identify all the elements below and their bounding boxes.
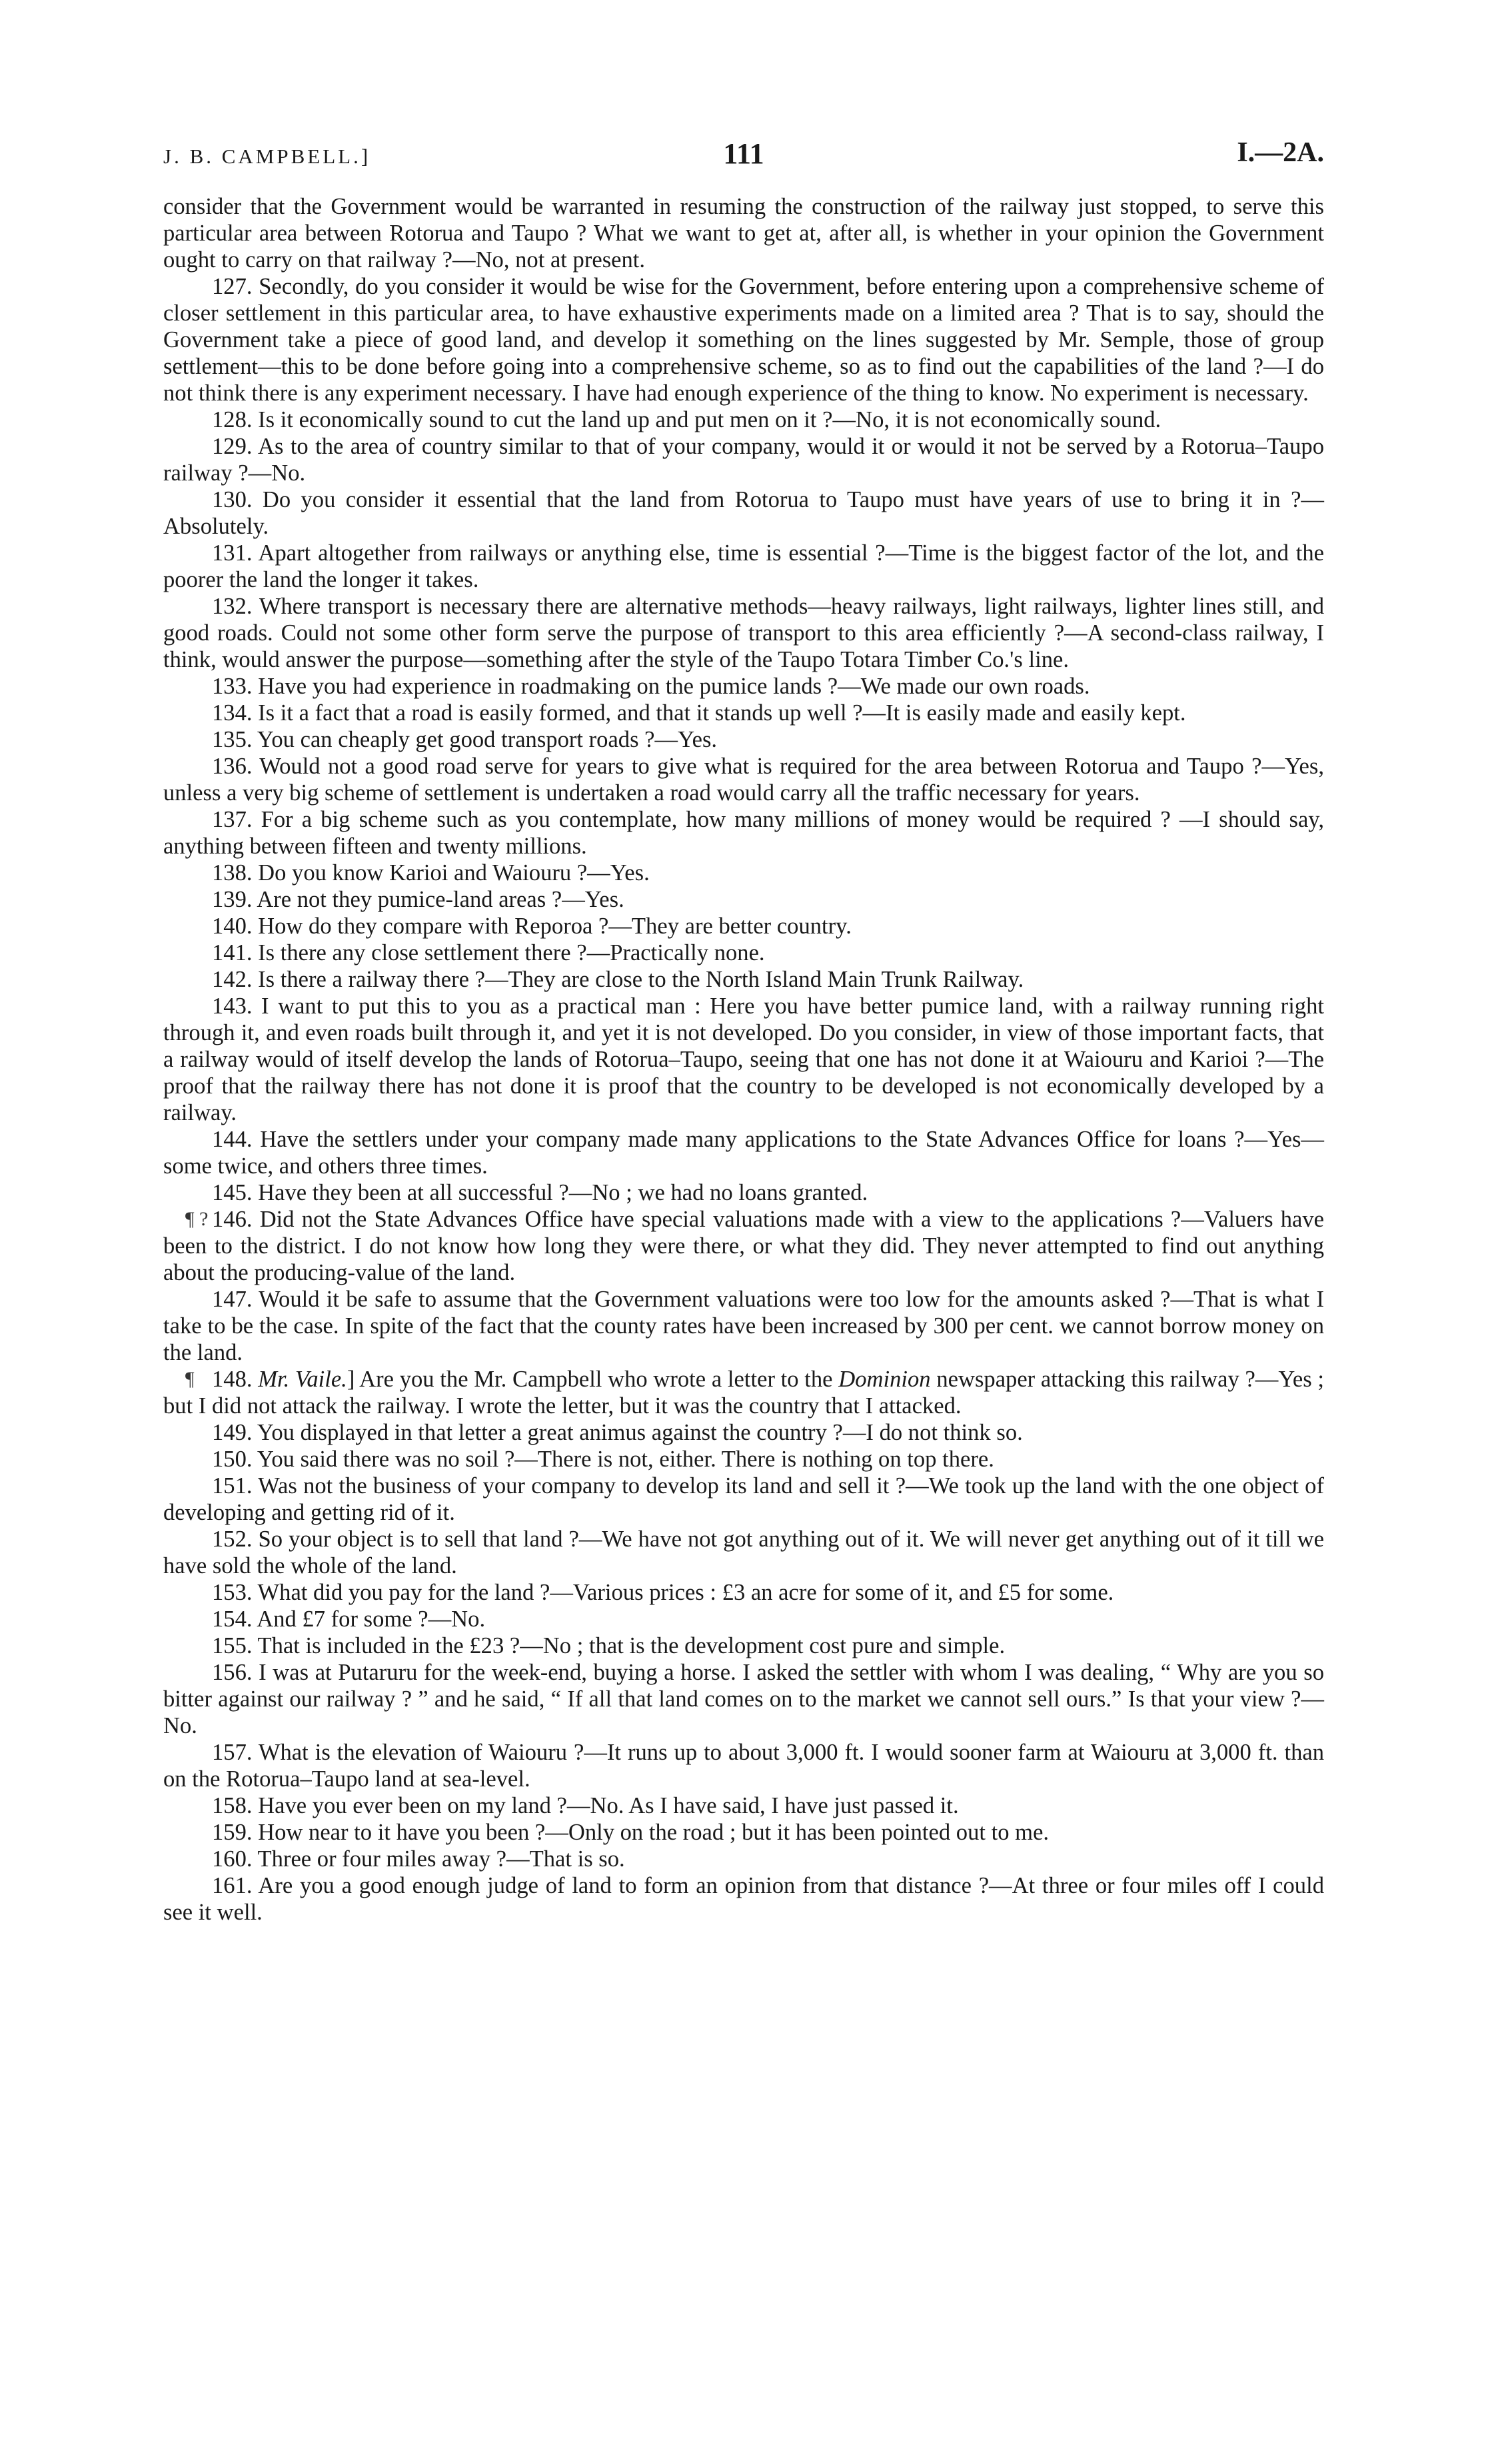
- running-header: [163, 137, 1324, 177]
- margin-mark: ¶: [185, 1368, 195, 1390]
- question-131: 131. Apart altogether from railways or anything else, time is essential ?—Time is the biggest factor of the lot, and the poorer the land the longer it takes.: [163, 540, 1324, 592]
- question-147: 147. Would it be safe to assume that the Government valuations were too low for the amounts asked ?—That is what I take to be the case. In spite of the fact that the county rates have been increased by 300 per cent. we cannot borrow money on the land.: [163, 1287, 1324, 1365]
- question-159: 159. How near to it have you been ?—Only on the road ; but it has been pointed out to me.: [212, 1820, 1050, 1845]
- question-128: 128. Is it economically sound to cut the land up and put men on it ?—No, it is not economically sound.: [212, 407, 1161, 432]
- question-149: 149. You displayed in that letter a great animus against the country ?—I do not think so.: [212, 1420, 1023, 1445]
- question-160: 160. Three or four miles away ?—That is so.: [212, 1846, 625, 1872]
- question-156: 156. I was at Putaruru for the week-end, buying a horse. I asked the settler with whom I was dealing, “ Why are you so bitter against our railway ? ” and he said, “ If all that land comes on to the market we cannot sell ours.” Is that your view ?—No.: [163, 1660, 1324, 1738]
- question-157: 157. What is the elevation of Waiouru ?—It runs up to about 3,000 ft. I would sooner farm at Waiouru at 3,000 ft. than on the Rotorua–Taupo land at sea-level.: [163, 1740, 1324, 1792]
- newspaper-name: Dominion: [838, 1367, 931, 1392]
- question-148: [163, 1366, 1324, 1419]
- page-body: [163, 193, 1324, 1926]
- question-137: 137. For a big scheme such as you contemplate, how many millions of money would be required ? —I should say, anything between fifteen and twenty millions.: [163, 807, 1324, 859]
- question-155: 155. That is included in the £23 ?—No ; that is the development cost pure and simple.: [212, 1633, 1006, 1658]
- question-148-number: 148.: [212, 1367, 253, 1392]
- question-146: [163, 1206, 1324, 1286]
- question-145: 145. Have they been at all successful ?—No ; we had no loans granted.: [212, 1180, 868, 1205]
- question-132: 132. Where transport is necessary there are alternative methods—heavy railways, light railways, lighter lines still, and good roads. Could not some other form serve the purpose of transport to this area efficiently ?—A second-class railway, I think, would answer the purpose—something after the style of the Taupo Totara Timber Co.'s line.: [163, 594, 1324, 672]
- question-146-text: 146. Did not the State Advances Office have special valuations made with a view to the applications ?—Valuers have been to the district. I do not know how long they were there, or what they did. They never attempted to find out anything about the producing-value of the land.: [163, 1207, 1324, 1285]
- question-140: 140. How do they compare with Reporoa ?—They are better country.: [212, 914, 852, 939]
- question-135: 135. You can cheaply get good transport roads ?—Yes.: [212, 727, 718, 752]
- question-154: 154. And £7 for some ?—No.: [212, 1606, 486, 1632]
- paragraph-continuation: consider that the Government would be warranted in resuming the construction of the railway just stopped, to serve this particular area between Rotorua and Taupo ? What we want to get at, after all, is whether in your opinion the Government ought to carry on that railway ?—No, not at present.: [163, 194, 1324, 273]
- question-129: 129. As to the area of country similar to that of your company, would it or would it not be served by a Rotorua–Taupo railway ?—No.: [163, 434, 1324, 486]
- question-153: 153. What did you pay for the land ?—Various prices : £3 an acre for some of it, and £5 for some.: [212, 1580, 1114, 1605]
- question-138: 138. Do you know Karioi and Waiouru ?—Yes.: [212, 860, 650, 886]
- question-133: 133. Have you had experience in roadmaking on the pumice lands ?—We made our own roads.: [212, 674, 1090, 699]
- speaker-name: Mr. Vaile.: [258, 1367, 347, 1392]
- question-139: 139. Are not they pumice-land areas ?—Yes.: [212, 887, 624, 912]
- question-141: 141. Is there any close settlement there ?—Practically none.: [212, 940, 765, 965]
- margin-mark: ¶ ?: [185, 1208, 209, 1230]
- question-127: 127. Secondly, do you consider it would be wise for the Government, before entering upon a comprehensive scheme of closer settlement in this particular area, to have exhaustive experiments made on a limited area ? That is to say, should the Government take a piece of good land, and develop it something on the lines suggested by Mr. Semple, those of group settlement—this to be done before going into a comprehensive scheme, so as to find out the capabilities of the land ?—I do not think there is any experiment necessary. I have had enough experience of the thing to know. No experiment is necessary.: [163, 274, 1324, 406]
- question-161: 161. Are you a good enough judge of land to form an opinion from that distance ?—At three or four miles off I could see it well.: [163, 1873, 1324, 1925]
- question-158: 158. Have you ever been on my land ?—No. As I have said, I have just passed it.: [212, 1793, 959, 1818]
- question-152: 152. So your object is to sell that land ?—We have not got anything out of it. We will never get anything out of it till we have sold the whole of the land.: [163, 1527, 1324, 1578]
- question-134: 134. Is it a fact that a road is easily formed, and that it stands up well ?—It is easily made and easily kept.: [212, 700, 1186, 726]
- question-150: 150. You said there was no soil ?—There is not, either. There is nothing on top there.: [212, 1447, 994, 1472]
- question-151: 151. Was not the business of your company to develop its land and sell it ?—We took up the land with the one object of developing and getting rid of it.: [163, 1473, 1324, 1525]
- question-148-mid: ] Are you the Mr. Campbell who wrote a letter to the: [347, 1367, 833, 1392]
- question-144: 144. Have the settlers under your company made many applications to the State Advances Office for loans ?—Yes—some twice, and others three times.: [163, 1127, 1324, 1179]
- question-142: 142. Is there a railway there ?—They are close to the North Island Main Trunk Railway.: [212, 967, 1024, 992]
- question-130: 130. Do you consider it essential that the land from Rotorua to Taupo must have years of use to bring it in ?—Absolutely.: [163, 487, 1324, 539]
- question-143: 143. I want to put this to you as a practical man : Here you have better pumice land, with a railway running right through it, and even roads built through it, and yet it is not developed. Do you consider, in view of those important facts, that a railway would of itself develop the lands of Rotorua–Taupo, seeing that one has not done it at Waiouru and Karioi ?—The proof that the railway there has not done it is proof that the country to be developed is not economically developed by a railway.: [163, 993, 1324, 1125]
- question-136: 136. Would not a good road serve for years to give what is required for the area between Rotorua and Taupo ?—Yes, unless a very big scheme of settlement is undertaken a road would carry all the traffic necessary for years.: [163, 754, 1324, 806]
- paper-reference: I.—2A.: [1237, 137, 1324, 168]
- page-number: 111: [723, 137, 764, 170]
- witness-name: J. B. CAMPBELL.]: [163, 145, 371, 168]
- question-148-end: newspaper attacking this railway ?—Yes ; but I did not attack the railway. I wrote the letter, but it was the country that I attacked.: [163, 1367, 1325, 1419]
